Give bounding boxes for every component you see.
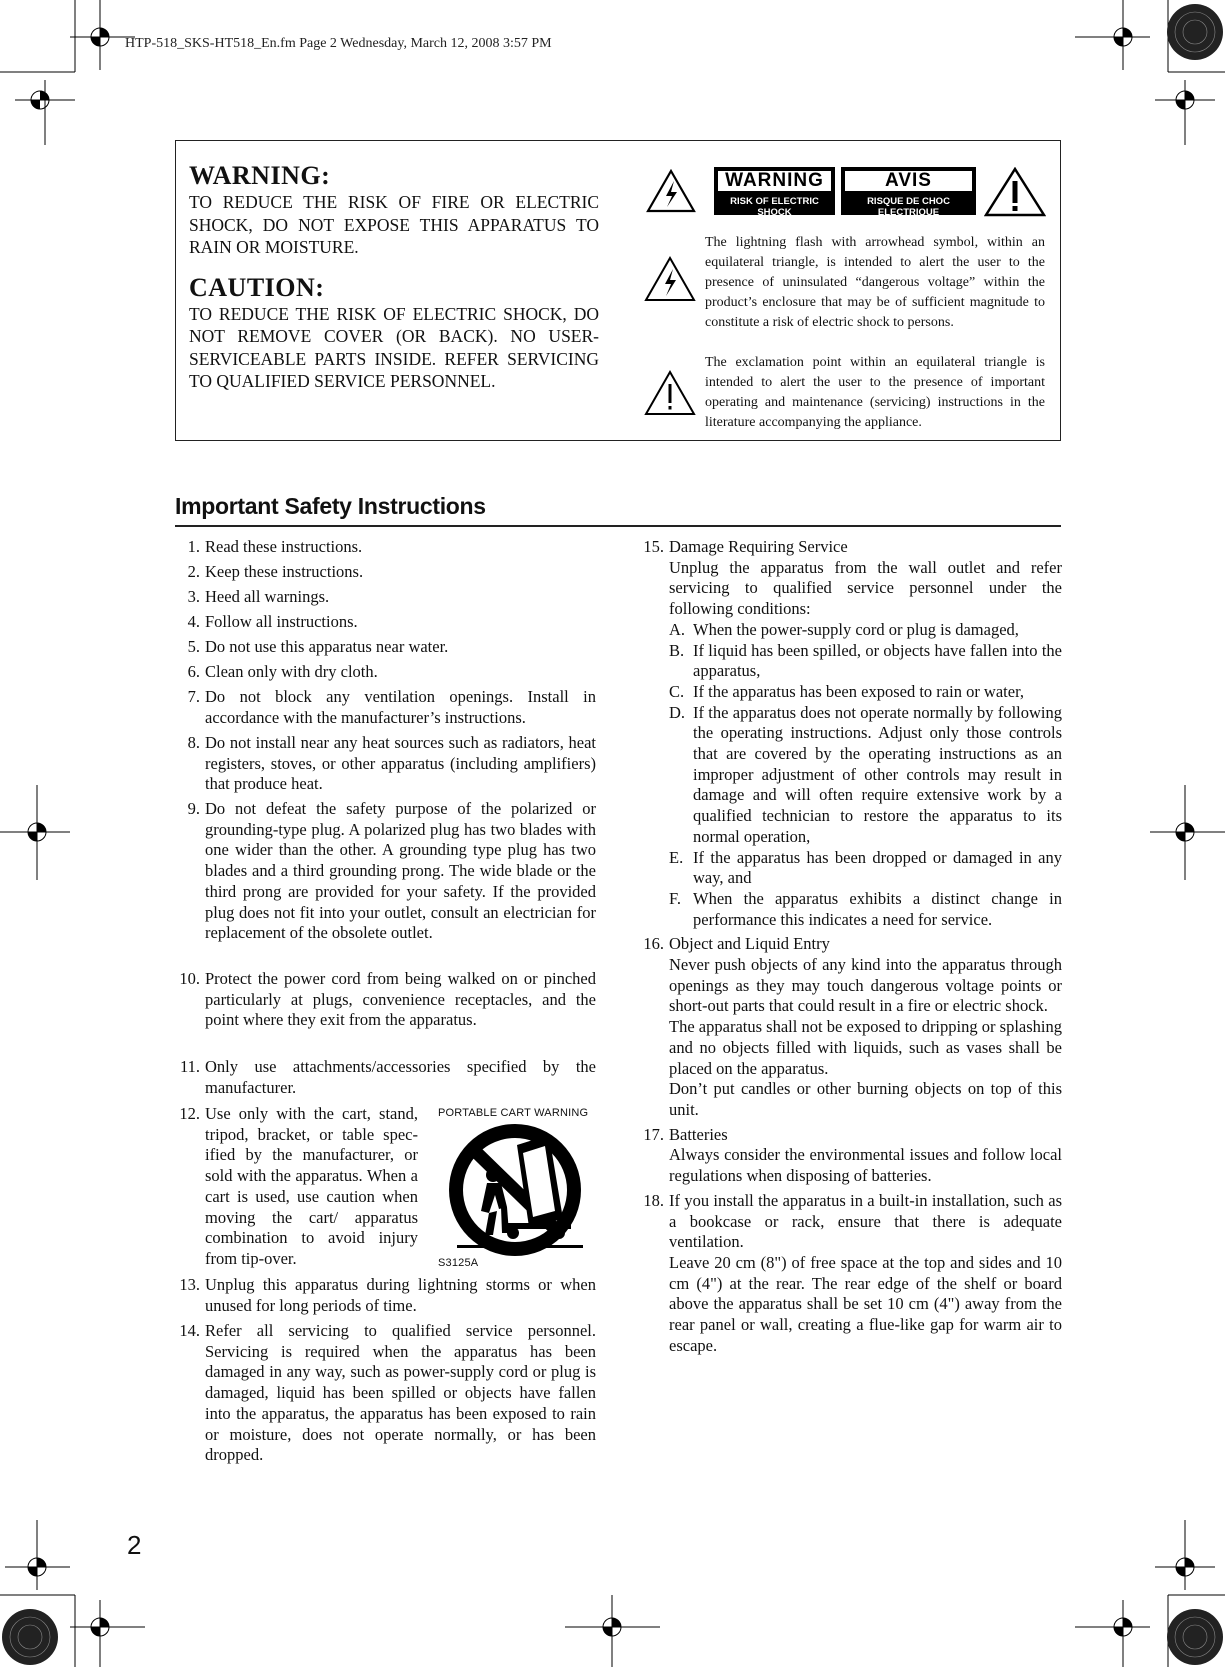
warning-label-head: WARNING [716,169,833,193]
list-item [170,1321,596,1466]
cart-code: S3125A [438,1257,479,1269]
sub-label: F. [669,888,681,908]
list-item [170,612,596,633]
item-number: 9. [187,799,200,818]
item-text: Use only with the cart, stand, tripod, bracket, or table specified by the manufacturer, or sold with the apparatus. When a cart is used, use caution when moving the cart/ apparatus combination to avoid injury from tip-over. [205,1104,418,1268]
item-17-title: Batteries [669,1124,728,1144]
sub-label: E. [669,847,684,867]
item-number: 13. [179,1275,200,1294]
item-number: 7. [187,687,200,706]
sub-label: D. [669,702,686,722]
sub-item [669,848,1062,889]
exclamation-description: The exclamation point within an equilateral triangle is intended to alert the user to the presence of important operating and maintenance (servicing) instructions in the literature accompanying the appliance. [705,355,1045,430]
item-text: Do not block any ventilation openings. Install in accordance with the manufacturer’s instructions. [205,687,596,727]
item-text: Protect the power cord from being walked on or pinched particularly at plugs, convenience receptacles, and the point where they exit from the apparatus. [205,969,596,1030]
avis-label-sub2: NE PAS OUVRIR [871,218,946,229]
list-item [170,799,596,944]
item-text: Do not install near any heat sources such as radiators, heat registers, stoves, or other apparatus (including amplifiers) that produce heat. [205,733,596,794]
item-number: 6. [187,662,200,681]
right-column [634,537,1062,1356]
exclamation-symbol-icon [644,370,696,416]
item-number: 5. [187,637,200,656]
item-text: Keep these instructions. [205,562,364,581]
item-16-title: Object and Liquid Entry [669,934,830,954]
item-text: Refer all servicing to qualified service personnel. Servicing is required when the apparatus has been damaged in any way, such as power-supply cord or plug is damaged, liquid has been spilled or objects have fallen into the apparatus, the apparatus has been exposed to rain or moisture, does not operate normally, or has been dropped. [205,1321,596,1465]
lightning-description: The lightning flash with arrowhead symbol, within an equilateral triangle, is intended to alert the user to the presence of uninsulated “dangerous voltage” within the product’s enclosure that may be of sufficient magnitude to constitute a risk of electric shock to persons. [705,235,1045,330]
warning-title: WARNING: [189,161,331,190]
item-17-body: Always consider the environmental issues and follow local regulations when disposing of batteries. [669,1145,1062,1186]
list-item [170,562,596,583]
item-16-p3: Don’t put candles or other burning objects on top of this unit. [669,1079,1062,1119]
item-text: Heed all warnings. [205,587,330,606]
item-15-title: Damage Requiring Service [669,537,848,556]
avis-label [841,167,976,229]
list-item [170,537,596,558]
page-number: 2 [127,1530,142,1560]
sub-item [669,620,1062,641]
item-number: 17. [643,1124,664,1144]
sub-label: B. [669,640,685,660]
item-17 [634,1125,1062,1187]
item-text: Do not use this apparatus near water. [205,637,449,656]
item-18 [634,1191,1062,1357]
item-15 [634,537,1062,930]
item-18-p2: Leave 20 cm (8") of free space at the top and sides and 10 cm (4") at the rear. The rear edge of the shelf or board above the apparatus shall be set 10 cm (4") away from the rear panel or wall, creating a flue-like gap for warm air to escape. [669,1252,1062,1355]
section-title: Important Safety Instructions [175,493,486,519]
item-15-body: Unplug the apparatus from the wall outlet and refer servicing to qualified service personnel under the following conditions: [669,557,1062,619]
item-16-p1: Never push objects of any kind into the apparatus through openings as they may touch dangerous voltage points or short-out parts that could result in a fire or electric shock. [669,955,1062,1016]
item-text: Do not defeat the safety purpose of the polarized or grounding-type plug. A polarized plug has two blades with one wider than the other. A grounding type plug has two blades and a third grounding prong. The wide blade or the third prong are provided for your safety. If the provided plug does not fit into your outlet, consult an electrician for replacement of the obsolete outlet. [205,799,596,943]
item-text: Unplug this apparatus during lightning storms or when unused for long periods of time. [205,1275,596,1315]
sub-text: If the apparatus has been exposed to rain or water, [693,681,1025,701]
lightning-triangle-icon [646,169,696,213]
sub-item [669,703,1062,848]
item-number: 12. [179,1104,200,1123]
lightning-symbol-icon [644,256,696,302]
sub-label: A. [669,619,686,639]
sub-item [669,889,1062,930]
list-item [170,687,596,728]
section-rule [175,525,1061,527]
item-number: 10. [179,969,200,988]
item-number: 8. [187,733,200,752]
item-text: Clean only with dry cloth. [205,662,378,681]
list-item [170,1275,596,1316]
item-number: 1. [187,537,200,556]
sub-text: When the power-supply cord or plug is damaged, [693,619,1019,639]
warning-text: TO REDUCE THE RISK OF FIRE OR ELECTRIC SHOCK, DO NOT EXPOSE THIS APPARATUS TO RAIN OR MOISTURE. [189,192,599,257]
item-16 [634,934,1062,1120]
cart-warning-label: PORTABLE CART WARNING [438,1107,589,1119]
exclamation-triangle-icon [984,167,1046,217]
item-number: 11. [179,1057,200,1076]
item-number: 18. [643,1190,664,1210]
sub-text: If liquid has been spilled, or objects have fallen into the apparatus, [693,640,1062,681]
sub-item [669,641,1062,682]
list-item [170,662,596,683]
item-18-p1: If you install the apparatus in a built-in installation, such as a bookcase or rack, ensure that there is adequate ventilation. [669,1190,1062,1252]
sub-text: If the apparatus has been dropped or damaged in any way, and [693,847,1062,888]
item-number: 14. [179,1321,200,1340]
list-item [170,1104,418,1270]
caution-text: TO REDUCE THE RISK OF ELECTRIC SHOCK, DO NOT REMOVE COVER (OR BACK). NO USER-SERVICEABLE PARTS INSIDE. REFER SERVICING TO QUALIFIED SERVICE PERSONNEL. [189,303,599,391]
item-number: 3. [187,587,200,606]
portable-cart-warning-icon [447,1123,585,1263]
item-number: 2. [187,562,200,581]
list-item [170,733,596,795]
list-item [170,587,596,608]
file-header: HTP-518_SKS-HT518_En.fm Page 2 Wednesday, March 12, 2008 3:57 PM [125,36,552,51]
item-text: Follow all instructions. [205,612,358,631]
avis-label-sub [841,195,976,231]
avis-label-sub1: RISQUE DE CHOC ELECTRIQUE [867,196,950,218]
list-item [170,1057,596,1098]
item-text: Only use attachments/accessories specified by the manufacturer. [205,1057,596,1097]
item-16-p2: The apparatus shall not be exposed to dripping or splashing and no objects filled with liquids, such as vases shall be placed on the apparatus. [669,1017,1062,1078]
caution-title: CAUTION: [189,272,325,302]
warning-label-sub1: RISK OF ELECTRIC SHOCK [730,196,819,218]
sub-item [669,682,1062,703]
item-text: Read these instructions. [205,537,363,556]
sub-text: When the apparatus exhibits a distinct change in performance this indicates a need for service. [693,888,1062,929]
item-number: 4. [187,612,200,631]
list-item [170,969,596,1031]
warning-label-sub [714,195,835,231]
warning-box [175,140,1061,441]
warning-label-sub2: DO NOT OPEN [741,218,808,229]
item-number: 16. [643,934,664,954]
avis-label-head: AVIS [843,169,974,193]
warning-label [714,167,835,229]
list-item [170,637,596,658]
item-number: 15. [643,537,664,556]
sub-text: If the apparatus does not operate normally by following the operating instructions. Adjust only those controls that are covered by the operating instructions as an improper adjustment of other controls may result in damage and will often require extensive work by a qualified technician to restore the apparatus to its normal operation, [693,702,1062,846]
sub-label: C. [669,681,685,701]
